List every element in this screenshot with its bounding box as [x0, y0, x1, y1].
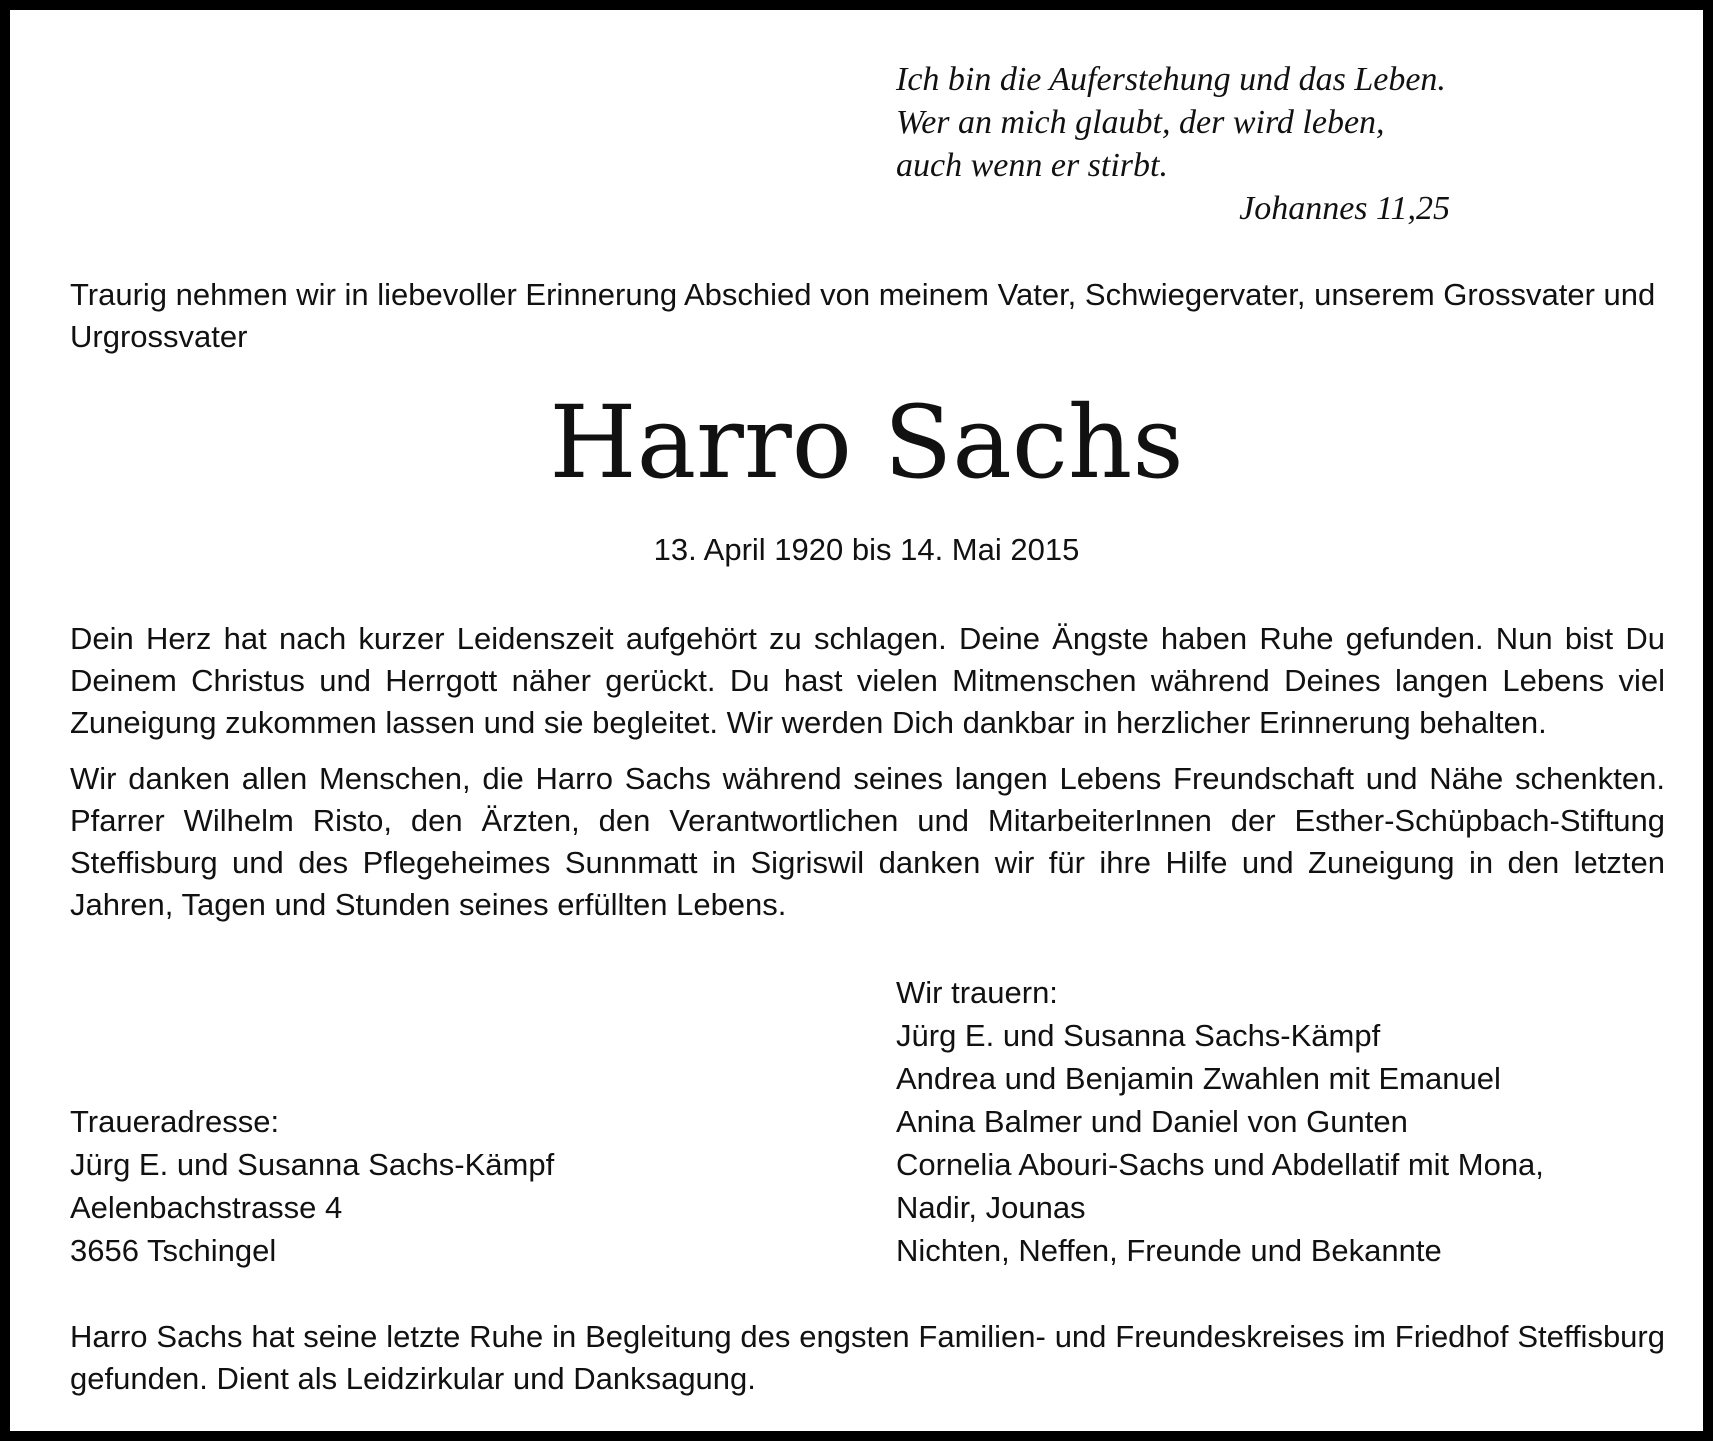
mourners-list	[896, 971, 1544, 1272]
mourner-line: Nadir, Jounas	[896, 1190, 1086, 1225]
bible-verse	[896, 58, 1456, 230]
verse-line: auch wenn er stirbt.	[896, 147, 1168, 184]
thanks-paragraph: Wir danken allen Menschen, die Harro Sachs während seines langen Lebens Freundschaft und Nähe schenkten. Pfarrer Wilhelm Risto, den Ärzten, den Verantwortlichen und MitarbeiterInnen der Esther-Schüpbach-Stiftung Steffisburg und des Pflegeheimes Sunnmatt in Sigriswil danken wir für ihre Hilfe und Zuneigung in den letzten Jahren, Tagen und Stunden seines erfüllten Lebens.	[70, 761, 1665, 922]
life-dates: 13. April 1920 bis 14. Mai 2015	[653, 532, 1080, 567]
mourner-line: Nichten, Neffen, Freunde und Bekannte	[896, 1233, 1442, 1268]
address-line: 3656 Tschingel	[70, 1233, 277, 1268]
address-line: Aelenbachstrasse 4	[70, 1190, 343, 1225]
mourner-line: Cornelia Abouri-Sachs und Abdellatif mit Mona,	[896, 1147, 1544, 1182]
tribute-paragraph: Dein Herz hat nach kurzer Leidenszeit aufgehört zu schlagen. Deine Ängste haben Ruhe gefunden. Nun bist Du Deinem Christus und Herrgott näher gerückt. Du hast vielen Mitmenschen während Deines langen Lebens viel Zuneigung zukommen lassen und sie begleitet. Wir werden Dich dankbar in herzlicher Erinnerung behalten.	[70, 621, 1665, 740]
address-line: Jürg E. und Susanna Sachs-Kämpf	[70, 1147, 555, 1182]
mourner-line: Anina Balmer und Daniel von Gunten	[896, 1104, 1408, 1139]
address-heading: Traueradresse:	[70, 1104, 280, 1139]
mourning-address	[70, 1100, 554, 1272]
closing-text: Harro Sachs hat seine letzte Ruhe in Begleitung des engsten Familien- und Freundeskreises im Friedhof Steffisburg gefunden. Dient als Leidzirkular und Danksagung.	[70, 1319, 1665, 1396]
mourners-heading: Wir trauern:	[896, 975, 1058, 1010]
intro-text: Traurig nehmen wir in liebevoller Erinnerung Abschied von meinem Vater, Schwiegervater, unserem Grossvater und Urgrossvater	[70, 277, 1656, 354]
mourner-line: Andrea und Benjamin Zwahlen mit Emanuel	[896, 1061, 1501, 1096]
verse-reference: Johannes 11,25	[1239, 190, 1450, 227]
deceased-name: Harro Sachs	[549, 384, 1184, 501]
mourner-line: Jürg E. und Susanna Sachs-Kämpf	[896, 1018, 1381, 1053]
verse-line: Ich bin die Auferstehung und das Leben.	[896, 61, 1446, 98]
verse-line: Wer an mich glaubt, der wird leben,	[896, 104, 1385, 141]
